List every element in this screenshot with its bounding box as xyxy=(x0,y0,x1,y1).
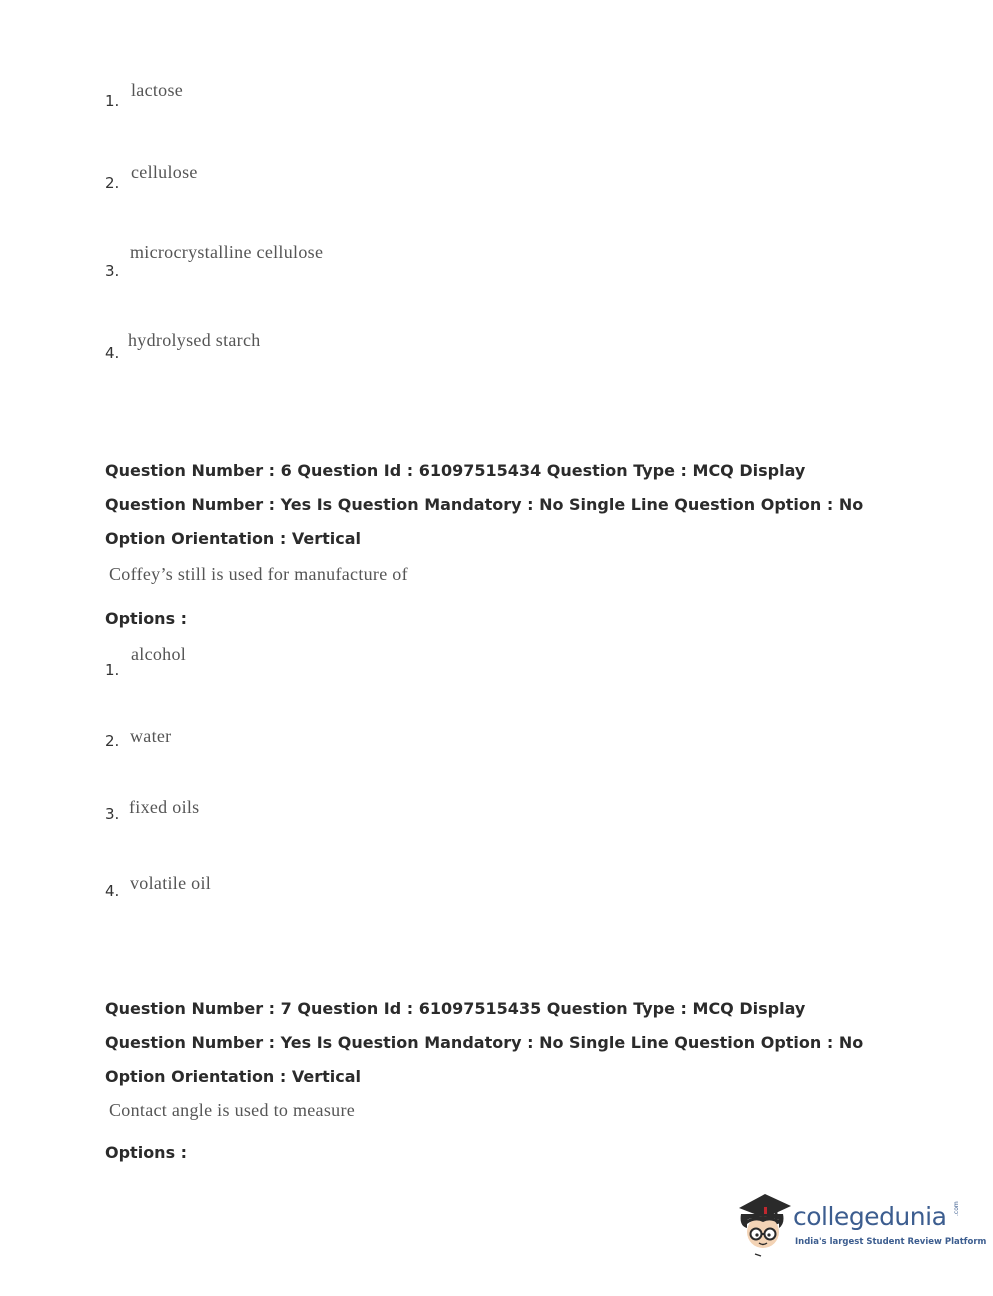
option-text: water xyxy=(130,726,172,746)
question-7-text: Contact angle is used to measure xyxy=(109,1100,356,1120)
logo-tagline: India's largest Student Review Platform xyxy=(795,1237,987,1247)
option-number: 3. xyxy=(105,262,120,280)
option-text: cellulose xyxy=(131,162,198,182)
collegedunia-logo xyxy=(735,1188,987,1258)
mascot-logo-icon xyxy=(735,1190,793,1258)
question-7-options-label: Options : xyxy=(105,1143,188,1162)
option-text: volatile oil xyxy=(130,873,212,893)
option-number: 2. xyxy=(105,732,120,750)
question-7-header: Question Number : 7 Question Id : 61097515435 Question Type : MCQ Display Question Number : Yes Is Question Mandatory : No Single Line Question Option : No Option Orientation : Vertical xyxy=(105,999,864,1086)
question-6-text: Coffey’s still is used for manufacture of xyxy=(109,564,408,584)
option-number: 3. xyxy=(105,805,120,823)
option-number: 2. xyxy=(105,174,120,192)
question-6-options-label: Options : xyxy=(105,609,188,628)
option-number: 4. xyxy=(105,882,120,900)
option-number: 4. xyxy=(105,344,120,362)
question-6-header: Question Number : 6 Question Id : 61097515434 Question Type : MCQ Display Question Number : Yes Is Question Mandatory : No Single Line Question Option : No Option Orientation : Vertical xyxy=(105,461,864,548)
option-text: microcrystalline cellulose xyxy=(130,242,324,262)
option-text: hydrolysed starch xyxy=(128,330,261,350)
logo-suffix: .com xyxy=(953,1201,960,1216)
option-text: lactose xyxy=(131,80,184,100)
option-text: alcohol xyxy=(131,644,187,664)
option-number: 1. xyxy=(105,661,120,679)
option-text: fixed oils xyxy=(129,797,200,817)
logo-wordmark: collegedunia xyxy=(793,1202,947,1231)
option-number: 1. xyxy=(105,92,120,110)
